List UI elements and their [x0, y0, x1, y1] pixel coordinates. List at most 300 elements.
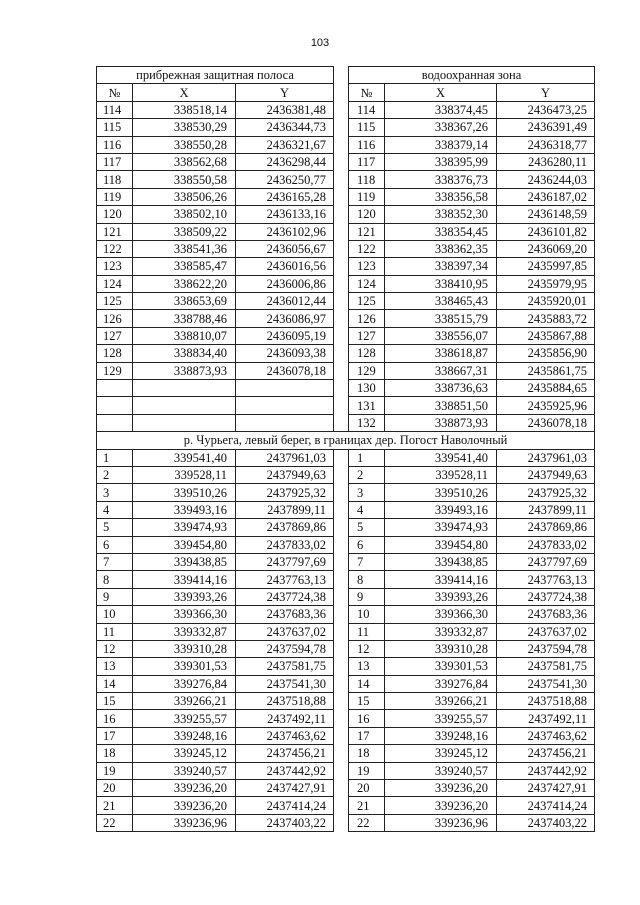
- left-point-number: 3: [97, 484, 133, 501]
- right-point-number: 130: [349, 380, 385, 397]
- left-y-value: 2437637,02: [236, 623, 334, 640]
- left-y-value: 2436086,97: [236, 310, 334, 327]
- left-point-number: 15: [97, 693, 133, 710]
- column-gap: [334, 501, 349, 518]
- right-y-value: 2435997,85: [497, 258, 595, 275]
- column-gap: [334, 310, 349, 327]
- column-gap: [334, 449, 349, 466]
- left-y-value: 2436165,28: [236, 188, 334, 205]
- right-y-value: 2437456,21: [497, 745, 595, 762]
- left-point-number: 20: [97, 780, 133, 797]
- left-point-number: 121: [97, 223, 133, 240]
- right-y-value: 2436101,82: [497, 223, 595, 240]
- table-row: [97, 658, 595, 675]
- left-x-value: 338810,07: [133, 327, 236, 344]
- right-y-value: 2436069,20: [497, 240, 595, 257]
- left-point-number: 120: [97, 206, 133, 223]
- left-y-value: 2437797,69: [236, 553, 334, 570]
- left-num-header: №: [97, 84, 133, 101]
- right-x-value: 339248,16: [385, 727, 497, 744]
- column-gap: [334, 101, 349, 118]
- column-gap: [334, 571, 349, 588]
- right-point-number: 121: [349, 223, 385, 240]
- coastal-strip-header: прибрежная защитная полоса: [97, 67, 334, 84]
- page-number: 103: [310, 37, 330, 49]
- right-y-value: 2435884,65: [497, 380, 595, 397]
- right-x-value: 338397,34: [385, 258, 497, 275]
- right-y-value: 2437427,91: [497, 780, 595, 797]
- left-point-number: 8: [97, 571, 133, 588]
- right-point-number: 131: [349, 397, 385, 414]
- right-x-value: 338376,73: [385, 171, 497, 188]
- left-y-value: 2437594,78: [236, 640, 334, 657]
- right-num-header: №: [349, 84, 385, 101]
- right-y-value: 2437925,32: [497, 484, 595, 501]
- table-row: [97, 362, 595, 379]
- right-point-number: 125: [349, 293, 385, 310]
- left-point-number: 19: [97, 762, 133, 779]
- left-y-value: 2437925,32: [236, 484, 334, 501]
- column-header-row: [97, 84, 595, 101]
- table-row: [97, 153, 595, 170]
- column-gap: [334, 658, 349, 675]
- column-gap: [334, 814, 349, 831]
- left-point-number: 118: [97, 171, 133, 188]
- left-x-value: 339276,84: [133, 675, 236, 692]
- right-y-value: 2437581,75: [497, 658, 595, 675]
- right-x-value: 338556,07: [385, 327, 497, 344]
- column-gap: [334, 258, 349, 275]
- left-y-value: 2436016,56: [236, 258, 334, 275]
- right-x-value: 339493,16: [385, 501, 497, 518]
- right-point-number: 128: [349, 345, 385, 362]
- table-row: [97, 553, 595, 570]
- right-point-number: 2: [349, 466, 385, 483]
- left-point-number: 125: [97, 293, 133, 310]
- left-y-value: 2437456,21: [236, 745, 334, 762]
- column-gap: [334, 345, 349, 362]
- left-x-value: 339493,16: [133, 501, 236, 518]
- left-point-number: 127: [97, 327, 133, 344]
- right-y-value: 2437833,02: [497, 536, 595, 553]
- right-x-value: 338667,31: [385, 362, 497, 379]
- column-gap: [334, 67, 349, 84]
- left-point-number: 5: [97, 519, 133, 536]
- left-x-value: [133, 397, 236, 414]
- left-y-value: 2437492,11: [236, 710, 334, 727]
- right-point-number: 9: [349, 588, 385, 605]
- left-x-value: 339393,26: [133, 588, 236, 605]
- left-x-value: 339332,87: [133, 623, 236, 640]
- table-row: [97, 240, 595, 257]
- column-gap: [334, 397, 349, 414]
- left-x-value: 338653,69: [133, 293, 236, 310]
- column-gap: [334, 693, 349, 710]
- table-row: [97, 571, 595, 588]
- right-y-value: 2435861,75: [497, 362, 595, 379]
- left-point-number: 22: [97, 814, 133, 831]
- left-point-number: 114: [97, 101, 133, 118]
- right-y-value: 2435925,96: [497, 397, 595, 414]
- table-row: [97, 171, 595, 188]
- left-point-number: [97, 414, 133, 431]
- column-gap: [334, 136, 349, 153]
- left-x-value: 338622,20: [133, 275, 236, 292]
- table-row: [97, 345, 595, 362]
- right-x-value: 339255,57: [385, 710, 497, 727]
- right-x-value: 339276,84: [385, 675, 497, 692]
- right-point-number: 114: [349, 101, 385, 118]
- left-x-value: 339454,80: [133, 536, 236, 553]
- right-point-number: 21: [349, 797, 385, 814]
- column-gap: [334, 588, 349, 605]
- left-point-number: 13: [97, 658, 133, 675]
- table-row: [97, 466, 595, 483]
- table-row: [97, 258, 595, 275]
- table-row: [97, 762, 595, 779]
- column-gap: [334, 240, 349, 257]
- right-y-value: 2437442,92: [497, 762, 595, 779]
- left-point-number: 116: [97, 136, 133, 153]
- right-point-number: 129: [349, 362, 385, 379]
- section-title-row: [97, 432, 595, 449]
- right-point-number: 119: [349, 188, 385, 205]
- right-x-value: 339528,11: [385, 466, 497, 483]
- right-point-number: 17: [349, 727, 385, 744]
- left-y-value: 2437442,92: [236, 762, 334, 779]
- left-x-value: 339236,20: [133, 797, 236, 814]
- table-row: [97, 519, 595, 536]
- right-y-value: 2436280,11: [497, 153, 595, 170]
- left-x-header: X: [133, 84, 236, 101]
- left-x-value: 338585,47: [133, 258, 236, 275]
- right-x-value: 339236,20: [385, 797, 497, 814]
- right-y-value: 2436318,77: [497, 136, 595, 153]
- left-y-value: 2436095,19: [236, 327, 334, 344]
- column-gap: [334, 519, 349, 536]
- left-x-value: 339541,40: [133, 449, 236, 466]
- column-gap: [334, 797, 349, 814]
- table-row: [97, 188, 595, 205]
- right-point-number: 13: [349, 658, 385, 675]
- right-y-value: 2437414,24: [497, 797, 595, 814]
- right-x-value: 339236,96: [385, 814, 497, 831]
- left-y-value: 2437833,02: [236, 536, 334, 553]
- right-point-number: 1: [349, 449, 385, 466]
- right-x-value: 339438,85: [385, 553, 497, 570]
- right-point-number: 123: [349, 258, 385, 275]
- right-x-value: 338618,87: [385, 345, 497, 362]
- right-y-value: 2437724,38: [497, 588, 595, 605]
- right-x-value: 339236,20: [385, 780, 497, 797]
- left-y-value: 2436133,16: [236, 206, 334, 223]
- left-point-number: 115: [97, 119, 133, 136]
- left-point-number: 14: [97, 675, 133, 692]
- left-x-value: 338506,26: [133, 188, 236, 205]
- left-y-value: 2436078,18: [236, 362, 334, 379]
- left-x-value: 338834,40: [133, 345, 236, 362]
- section-title: р. Чурьега, левый берег, в границах дер. Погост Наволочный: [97, 432, 595, 449]
- left-y-value: 2437763,13: [236, 571, 334, 588]
- right-y-value: 2437899,11: [497, 501, 595, 518]
- right-point-number: 3: [349, 484, 385, 501]
- right-y-value: 2437594,78: [497, 640, 595, 657]
- left-y-value: 2436321,67: [236, 136, 334, 153]
- right-y-value: 2437797,69: [497, 553, 595, 570]
- left-x-value: [133, 414, 236, 431]
- right-x-value: 338362,35: [385, 240, 497, 257]
- table-row: [97, 449, 595, 466]
- right-y-value: 2436078,18: [497, 414, 595, 431]
- right-point-number: 16: [349, 710, 385, 727]
- right-x-value: 338851,50: [385, 397, 497, 414]
- table-row: [97, 675, 595, 692]
- left-x-value: 339528,11: [133, 466, 236, 483]
- left-x-value: 338518,14: [133, 101, 236, 118]
- left-x-value: 339510,26: [133, 484, 236, 501]
- right-x-value: 338356,58: [385, 188, 497, 205]
- left-y-value: [236, 380, 334, 397]
- left-point-number: 1: [97, 449, 133, 466]
- left-point-number: 117: [97, 153, 133, 170]
- left-y-value: 2437683,36: [236, 606, 334, 623]
- right-point-number: 4: [349, 501, 385, 518]
- left-x-value: 338550,28: [133, 136, 236, 153]
- table-row: [97, 727, 595, 744]
- table-row: [97, 293, 595, 310]
- left-y-value: 2437518,88: [236, 693, 334, 710]
- left-point-number: 21: [97, 797, 133, 814]
- left-point-number: 16: [97, 710, 133, 727]
- column-gap: [334, 553, 349, 570]
- left-x-value: 339301,53: [133, 658, 236, 675]
- left-y-value: 2436298,44: [236, 153, 334, 170]
- right-x-value: 338736,63: [385, 380, 497, 397]
- column-gap: [334, 84, 349, 101]
- table-row: [97, 710, 595, 727]
- coordinates-table: [96, 66, 595, 832]
- table-row: [97, 397, 595, 414]
- right-point-number: 19: [349, 762, 385, 779]
- left-y-value: 2437427,91: [236, 780, 334, 797]
- left-point-number: 119: [97, 188, 133, 205]
- left-y-value: 2437414,24: [236, 797, 334, 814]
- right-point-number: 8: [349, 571, 385, 588]
- column-gap: [334, 293, 349, 310]
- right-y-value: 2435920,01: [497, 293, 595, 310]
- table-row: [97, 640, 595, 657]
- right-point-number: 117: [349, 153, 385, 170]
- table-row: [97, 814, 595, 831]
- right-point-number: 115: [349, 119, 385, 136]
- table-row: [97, 623, 595, 640]
- column-gap: [334, 484, 349, 501]
- right-point-number: 116: [349, 136, 385, 153]
- left-x-value: 338550,58: [133, 171, 236, 188]
- right-y-value: 2435867,88: [497, 327, 595, 344]
- table-row: [97, 310, 595, 327]
- left-y-value: 2437961,03: [236, 449, 334, 466]
- right-y-value: 2437949,63: [497, 466, 595, 483]
- right-x-header: X: [385, 84, 497, 101]
- water-protection-zone-header: водоохранная зона: [349, 67, 595, 84]
- right-x-value: 339414,16: [385, 571, 497, 588]
- column-gap: [334, 762, 349, 779]
- column-gap: [334, 119, 349, 136]
- left-point-number: 6: [97, 536, 133, 553]
- right-point-number: 14: [349, 675, 385, 692]
- left-point-number: 11: [97, 623, 133, 640]
- left-x-value: 339438,85: [133, 553, 236, 570]
- column-gap: [334, 710, 349, 727]
- right-y-value: 2437637,02: [497, 623, 595, 640]
- left-y-value: 2437541,30: [236, 675, 334, 692]
- left-point-number: 12: [97, 640, 133, 657]
- column-gap: [334, 745, 349, 762]
- table-row: [97, 380, 595, 397]
- right-y-value: 2436244,03: [497, 171, 595, 188]
- left-y-value: [236, 414, 334, 431]
- left-point-number: 4: [97, 501, 133, 518]
- right-y-header: Y: [497, 84, 595, 101]
- left-x-value: 339236,20: [133, 780, 236, 797]
- left-y-value: 2436250,77: [236, 171, 334, 188]
- right-x-value: 339366,30: [385, 606, 497, 623]
- right-point-number: 22: [349, 814, 385, 831]
- left-x-value: 339310,28: [133, 640, 236, 657]
- table-row: [97, 414, 595, 431]
- right-y-value: 2437403,22: [497, 814, 595, 831]
- table-row: [97, 797, 595, 814]
- right-x-value: 339332,87: [385, 623, 497, 640]
- column-gap: [334, 380, 349, 397]
- left-y-value: 2436381,48: [236, 101, 334, 118]
- right-y-value: 2436148,59: [497, 206, 595, 223]
- left-y-value: 2436012,44: [236, 293, 334, 310]
- right-point-number: 124: [349, 275, 385, 292]
- right-x-value: 338367,26: [385, 119, 497, 136]
- left-point-number: 10: [97, 606, 133, 623]
- table-row: [97, 536, 595, 553]
- left-x-value: 338509,22: [133, 223, 236, 240]
- right-x-value: 339240,57: [385, 762, 497, 779]
- left-point-number: 18: [97, 745, 133, 762]
- left-point-number: [97, 397, 133, 414]
- column-gap: [334, 536, 349, 553]
- left-point-number: 128: [97, 345, 133, 362]
- right-y-value: 2436391,49: [497, 119, 595, 136]
- left-y-value: [236, 397, 334, 414]
- left-point-number: 9: [97, 588, 133, 605]
- right-y-value: 2437869,86: [497, 519, 595, 536]
- right-point-number: 132: [349, 414, 385, 431]
- left-point-number: [97, 380, 133, 397]
- left-y-value: 2437403,22: [236, 814, 334, 831]
- left-x-value: 339255,57: [133, 710, 236, 727]
- right-point-number: 15: [349, 693, 385, 710]
- right-y-value: 2437463,62: [497, 727, 595, 744]
- right-point-number: 20: [349, 780, 385, 797]
- right-y-value: 2435883,72: [497, 310, 595, 327]
- left-x-value: 339414,16: [133, 571, 236, 588]
- left-x-value: 338541,36: [133, 240, 236, 257]
- column-gap: [334, 275, 349, 292]
- right-x-value: 339310,28: [385, 640, 497, 657]
- right-x-value: 338395,99: [385, 153, 497, 170]
- left-y-value: 2436102,96: [236, 223, 334, 240]
- table-row: [97, 588, 595, 605]
- column-gap: [334, 640, 349, 657]
- table-row: [97, 275, 595, 292]
- column-gap: [334, 223, 349, 240]
- column-gap: [334, 153, 349, 170]
- left-y-value: 2436093,38: [236, 345, 334, 362]
- column-gap: [334, 780, 349, 797]
- table-row: [97, 136, 595, 153]
- left-x-value: 338562,68: [133, 153, 236, 170]
- left-x-value: 338873,93: [133, 362, 236, 379]
- right-point-number: 7: [349, 553, 385, 570]
- right-x-value: 339245,12: [385, 745, 497, 762]
- left-y-value: 2437949,63: [236, 466, 334, 483]
- right-x-value: 339510,26: [385, 484, 497, 501]
- left-point-number: 17: [97, 727, 133, 744]
- right-x-value: 338515,79: [385, 310, 497, 327]
- right-x-value: 338379,14: [385, 136, 497, 153]
- left-point-number: 123: [97, 258, 133, 275]
- right-x-value: 338465,43: [385, 293, 497, 310]
- right-point-number: 12: [349, 640, 385, 657]
- coordinates-table-body: [97, 67, 595, 832]
- left-x-value: 338530,29: [133, 119, 236, 136]
- left-x-value: 339366,30: [133, 606, 236, 623]
- left-y-value: 2437869,86: [236, 519, 334, 536]
- table-row: [97, 223, 595, 240]
- right-x-value: 339454,80: [385, 536, 497, 553]
- right-y-value: 2435979,95: [497, 275, 595, 292]
- table-row: [97, 745, 595, 762]
- table-row: [97, 327, 595, 344]
- left-point-number: 129: [97, 362, 133, 379]
- column-gap: [334, 171, 349, 188]
- left-x-value: 339266,21: [133, 693, 236, 710]
- column-gap: [334, 675, 349, 692]
- table-row: [97, 119, 595, 136]
- column-gap: [334, 606, 349, 623]
- right-point-number: 127: [349, 327, 385, 344]
- right-point-number: 18: [349, 745, 385, 762]
- left-point-number: 2: [97, 466, 133, 483]
- right-point-number: 118: [349, 171, 385, 188]
- right-x-value: 339266,21: [385, 693, 497, 710]
- left-y-value: 2436056,67: [236, 240, 334, 257]
- left-y-value: 2437724,38: [236, 588, 334, 605]
- right-y-value: 2437683,36: [497, 606, 595, 623]
- left-y-value: 2436344,73: [236, 119, 334, 136]
- right-x-value: 339393,26: [385, 588, 497, 605]
- right-point-number: 11: [349, 623, 385, 640]
- column-gap: [334, 727, 349, 744]
- right-y-value: 2437541,30: [497, 675, 595, 692]
- left-y-value: 2436006,86: [236, 275, 334, 292]
- left-x-value: 338788,46: [133, 310, 236, 327]
- right-point-number: 10: [349, 606, 385, 623]
- table-row: [97, 780, 595, 797]
- left-y-value: 2437899,11: [236, 501, 334, 518]
- table-row: [97, 484, 595, 501]
- left-x-value: 339240,57: [133, 762, 236, 779]
- left-y-header: Y: [236, 84, 334, 101]
